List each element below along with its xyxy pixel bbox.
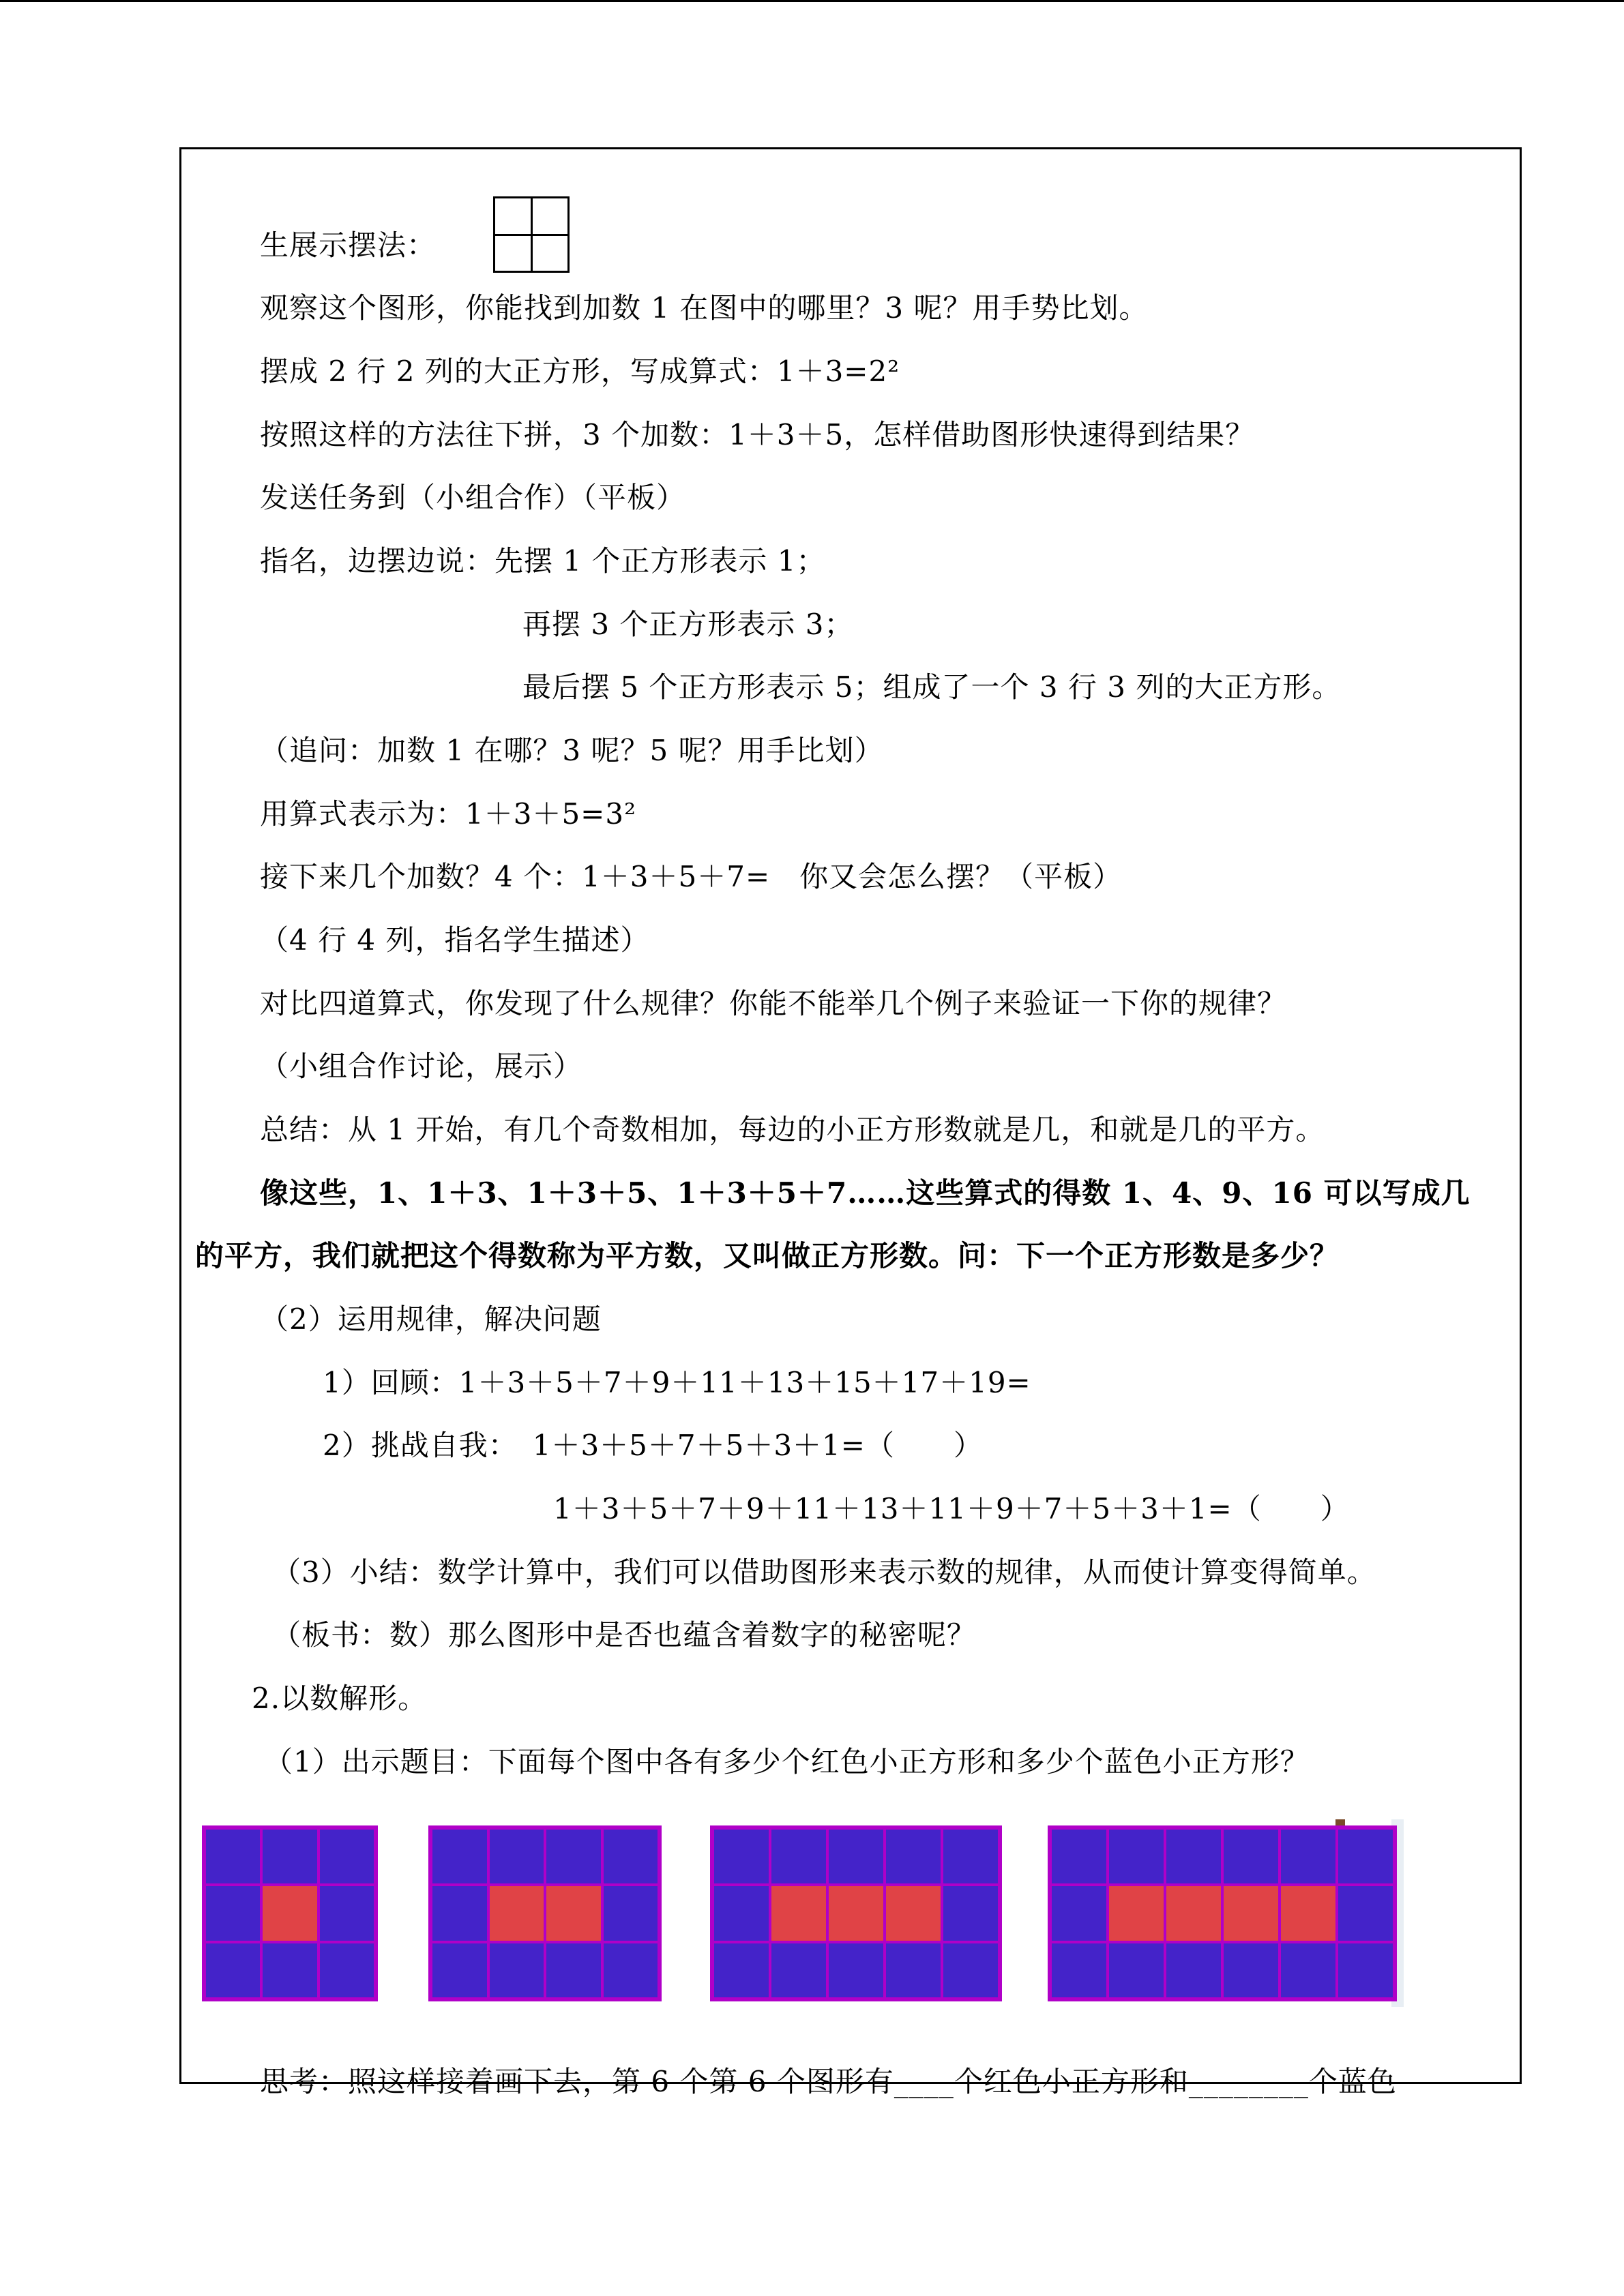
blue-square bbox=[319, 1942, 375, 1999]
red-square bbox=[885, 1885, 942, 1941]
blue-square bbox=[205, 1942, 261, 1999]
line-explain-step3: 最后摆 5 个正方形表示 5；组成了一个 3 行 3 列的大正方形。 bbox=[522, 670, 1342, 704]
line-2x2-formula: 摆成 2 行 2 列的大正方形，写成算式：1＋3=2² bbox=[260, 355, 900, 388]
line-apply-rule: （2）运用规律，解决问题 bbox=[260, 1302, 602, 1336]
line-section-2: 2.以数解形。 bbox=[252, 1682, 428, 1715]
blue-square bbox=[319, 1828, 375, 1885]
blue-square bbox=[713, 1885, 770, 1941]
blue-square bbox=[1337, 1828, 1394, 1885]
blue-square bbox=[488, 1828, 546, 1885]
blue-square bbox=[431, 1942, 488, 1999]
red-square bbox=[1222, 1885, 1280, 1941]
line-send-task: 发送任务到（小组合作）（平板） bbox=[260, 481, 686, 514]
line-observe: 观察这个图形，你能找到加数 1 在图中的哪里？3 呢？用手势比划。 bbox=[260, 291, 1149, 325]
line-four-addends: 接下来几个加数？4 个：1＋3＋5＋7= 你又会怎么摆？（平板） bbox=[260, 860, 1123, 893]
red-square bbox=[770, 1885, 827, 1941]
blue-square bbox=[602, 1828, 660, 1885]
blue-square bbox=[713, 1942, 770, 1999]
line-challenge-1: 2）挑战自我： 1＋3＋5＋7＋5＋3＋1=（ ） bbox=[323, 1429, 983, 1462]
line-compare: 对比四道算式，你发现了什么规律？你能不能举几个例子来验证一下你的规律？ bbox=[260, 987, 1287, 1020]
blue-square bbox=[205, 1885, 261, 1941]
blue-square bbox=[602, 1942, 660, 1999]
blue-square bbox=[1108, 1828, 1165, 1885]
line-square-numbers-1: 像这些，1、1＋3、1＋3＋5、1＋3＋5＋7……这些算式的得数 1、4、9、16 可以写成几 bbox=[260, 1176, 1471, 1210]
blue-square bbox=[942, 1828, 999, 1885]
pattern-figure-2 bbox=[428, 1825, 662, 2001]
line-conclusion: （3）小结：数学计算中，我们可以借助图形来表示数的规律，从而使计算变得简单。 bbox=[272, 1555, 1376, 1589]
red-square bbox=[545, 1885, 602, 1941]
blue-square bbox=[885, 1828, 942, 1885]
red-square bbox=[1165, 1885, 1222, 1941]
red-square bbox=[1280, 1885, 1337, 1941]
line-explain-step2: 再摆 3 个正方形表示 3； bbox=[522, 608, 854, 641]
blue-square bbox=[1165, 1942, 1222, 1999]
line-summary: 总结：从 1 开始，有几个奇数相加，每边的小正方形数就是几，和就是几的平方。 bbox=[260, 1113, 1325, 1146]
blue-square bbox=[1337, 1942, 1394, 1999]
blue-square bbox=[261, 1828, 318, 1885]
line-group-discuss: （小组合作讨论，展示） bbox=[260, 1049, 583, 1083]
red-square bbox=[827, 1885, 885, 1941]
line-challenge-2: 1＋3＋5＋7＋9＋11＋13＋11＋9＋7＋5＋3＋1=（ ） bbox=[553, 1492, 1350, 1525]
blue-square bbox=[1165, 1828, 1222, 1885]
red-square bbox=[261, 1885, 318, 1941]
line-follow-up: （追问：加数 1 在哪？3 呢？5 呢？用手比划） bbox=[260, 734, 884, 767]
blue-square bbox=[1108, 1942, 1165, 1999]
page-top-rule bbox=[0, 0, 1624, 2]
pattern-figure-1 bbox=[202, 1825, 378, 2001]
line-review: 1）回顾：1＋3＋5＋7＋9＋11＋13＋15＋17＋19= bbox=[323, 1366, 1031, 1399]
blue-square bbox=[827, 1828, 885, 1885]
line-explain-step1: 指名，边摆边说：先摆 1 个正方形表示 1； bbox=[260, 544, 826, 578]
blue-square bbox=[545, 1942, 602, 1999]
blue-square bbox=[1280, 1942, 1337, 1999]
pattern-figure-4 bbox=[1048, 1825, 1397, 2001]
blue-square bbox=[205, 1828, 261, 1885]
blue-square bbox=[1280, 1828, 1337, 1885]
line-demo-label: 生展示摆法： bbox=[260, 228, 437, 262]
line-board-note: （板书：数）那么图形中是否也蕴含着数字的秘密呢？ bbox=[272, 1618, 977, 1652]
blue-square bbox=[431, 1885, 488, 1941]
blue-square bbox=[770, 1942, 827, 1999]
blue-square bbox=[1337, 1885, 1394, 1941]
blue-square bbox=[942, 1885, 999, 1941]
two-by-two-grid-figure bbox=[493, 196, 570, 273]
pattern-figure-3 bbox=[710, 1825, 1002, 2001]
grid-horizontal-divider bbox=[495, 234, 567, 236]
blue-square bbox=[1050, 1828, 1108, 1885]
blue-square bbox=[1050, 1942, 1108, 1999]
line-think: 思考：照这样接着画下去，第 6 个第 6 个图形有____个红色小正方形和________个蓝色 bbox=[260, 2065, 1397, 2098]
blue-square bbox=[942, 1942, 999, 1999]
line-question: （1）出示题目：下面每个图中各有多少个红色小正方形和多少个蓝色小正方形？ bbox=[264, 1745, 1310, 1778]
blue-square bbox=[602, 1885, 660, 1941]
line-3x3-formula: 用算式表示为：1＋3＋5=3² bbox=[260, 797, 636, 831]
blue-square bbox=[319, 1885, 375, 1941]
blue-square bbox=[885, 1942, 942, 1999]
line-4x4-note: （4 行 4 列，指名学生描述） bbox=[260, 923, 650, 957]
line-three-addends: 按照这样的方法往下拼，3 个加数：1＋3＋5，怎样借助图形快速得到结果？ bbox=[260, 418, 1255, 451]
blue-square bbox=[1222, 1828, 1280, 1885]
blue-square bbox=[1050, 1885, 1108, 1941]
blue-square bbox=[261, 1942, 318, 1999]
blue-square bbox=[545, 1828, 602, 1885]
blue-square bbox=[770, 1828, 827, 1885]
red-square bbox=[1108, 1885, 1165, 1941]
blue-square bbox=[1222, 1942, 1280, 1999]
blue-square bbox=[431, 1828, 488, 1885]
blue-square bbox=[713, 1828, 770, 1885]
blue-square bbox=[488, 1942, 546, 1999]
red-square bbox=[488, 1885, 546, 1941]
line-square-numbers-2: 的平方，我们就把这个得数称为平方数，又叫做正方形数。问：下一个正方形数是多少？ bbox=[195, 1239, 1340, 1272]
blue-square bbox=[827, 1942, 885, 1999]
